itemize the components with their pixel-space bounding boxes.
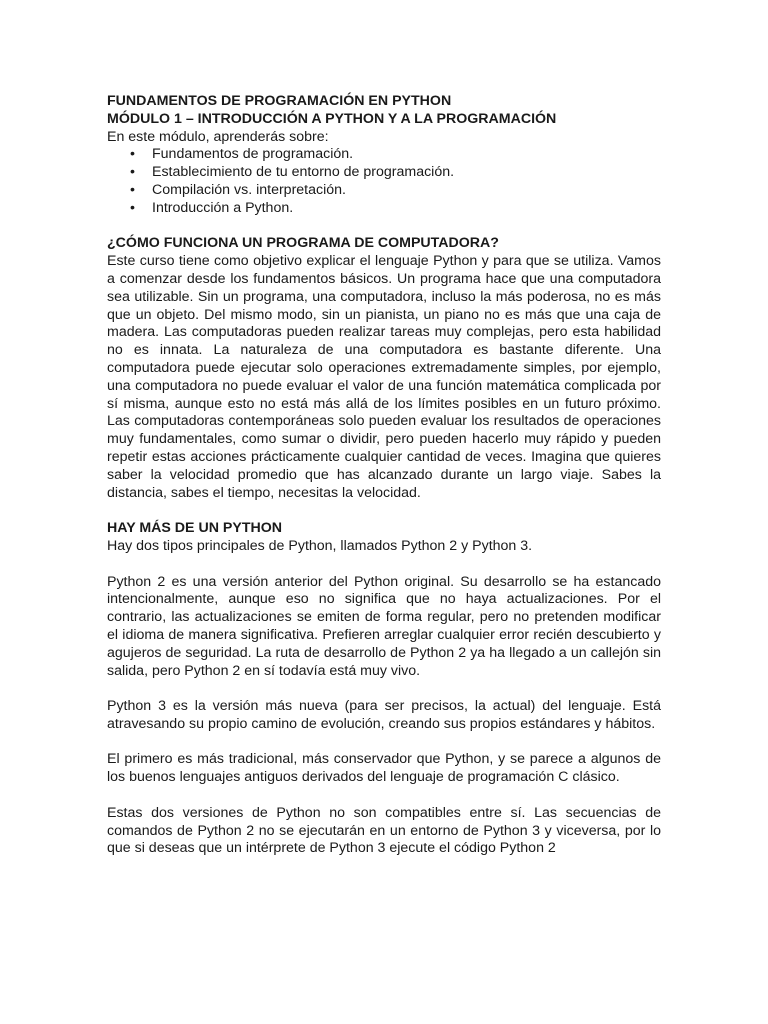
section-heading-python-versions: HAY MÁS DE UN PYTHON (107, 520, 283, 537)
list-item-text: Fundamentos de programación. (152, 146, 354, 163)
spacer (107, 502, 661, 520)
document-page (107, 93, 661, 858)
list-item (107, 146, 661, 164)
section-paragraph: Hay dos tipos principales de Python, llamados Python 2 y Python 3. (107, 537, 533, 554)
bullet-icon: • (130, 199, 135, 216)
list-item-text: Compilación vs. interpretación. (152, 181, 346, 198)
spacer (107, 787, 661, 805)
spacer (107, 218, 661, 236)
topic-list (107, 146, 661, 217)
spacer (107, 680, 661, 698)
list-item (107, 200, 661, 218)
intro-text: En este módulo, aprenderás sobre: (107, 128, 329, 145)
list-item-text: Introducción a Python. (152, 199, 294, 216)
section-paragraph: Este curso tiene como objetivo explicar el lenguaje Python y para que se utiliza. Vamos a comenzar desde los fundamentos básicos. Un programa hace que una computadora sea utilizable. Sin un programa, una computadora, incluso la más poderosa, no es más que un objeto. Del mismo modo, sin un pianista, un piano no es más que una caja de madera. Las computadoras pueden realizar tareas muy complejas, pero esta habilidad no es innata. La naturaleza de una computadora es bastante diferente. Una computadora puede ejecutar solo operaciones extremadamente simples, por ejemplo, una computadora no puede evaluar el valor de una función matemática complicada por sí misma, aunque esto no está más allá de los límites posibles en un futuro próximo. Las computadoras contemporáneas solo pueden evaluar los resultados de operaciones muy fundamentales, como sumar o dividir, pero pueden hacerlo muy rápido y pueden repetir estas acciones prácticamente cualquier cantidad de veces. Imagina que quieres saber la velocidad promedio que has alcanzado durante un largo viaje. Sabes la distancia, sabes el tiempo, necesitas la velocidad. (107, 253, 661, 501)
list-item (107, 164, 661, 182)
list-item-text: Establecimiento de tu entorno de programación. (152, 164, 455, 181)
bullet-icon: • (130, 181, 135, 198)
document-title-line-1: FUNDAMENTOS DE PROGRAMACIÓN EN PYTHON (107, 93, 452, 109)
spacer (107, 556, 661, 574)
section-heading-how-programs-work: ¿CÓMO FUNCIONA UN PROGRAMA DE COMPUTADORA? (107, 235, 499, 252)
section-paragraph: Python 3 es la versión más nueva (para ser precisos, la actual) del lenguaje. Está atravesando su propio camino de evolución, creando sus propios estándares y hábitos. (107, 698, 661, 732)
bullet-icon: • (130, 146, 135, 163)
list-item (107, 182, 661, 200)
spacer (107, 734, 661, 752)
bullet-icon: • (130, 164, 135, 181)
section-paragraph: Python 2 es una versión anterior del Python original. Su desarrollo se ha estancado intencionalmente, aunque eso no significa que no haya actualizaciones. Por el contrario, las actualizaciones se emiten de forma regular, pero no pretenden modificar el idioma de manera significativa. Prefieren arreglar cualquier error recién descubierto y agujeros de seguridad. La ruta de desarrollo de Python 2 ya ha llegado a un callejón sin salida, pero Python 2 en sí todavía está muy vivo. (107, 573, 661, 679)
document-title-line-2: MÓDULO 1 – INTRODUCCIÓN A PYTHON Y A LA PROGRAMACIÓN (107, 110, 557, 127)
section-paragraph: El primero es más tradicional, más conservador que Python, y se parece a algunos de los buenos lenguajes antiguos derivados del lenguaje de programación C clásico. (107, 751, 661, 786)
section-paragraph: Estas dos versiones de Python no son compatibles entre sí. Las secuencias de comandos de Python 2 no se ejecutarán en un entorno de Python 3 y viceversa, por lo que si deseas que un intérprete de Python 3 ejecute el código Python 2 (107, 804, 661, 857)
